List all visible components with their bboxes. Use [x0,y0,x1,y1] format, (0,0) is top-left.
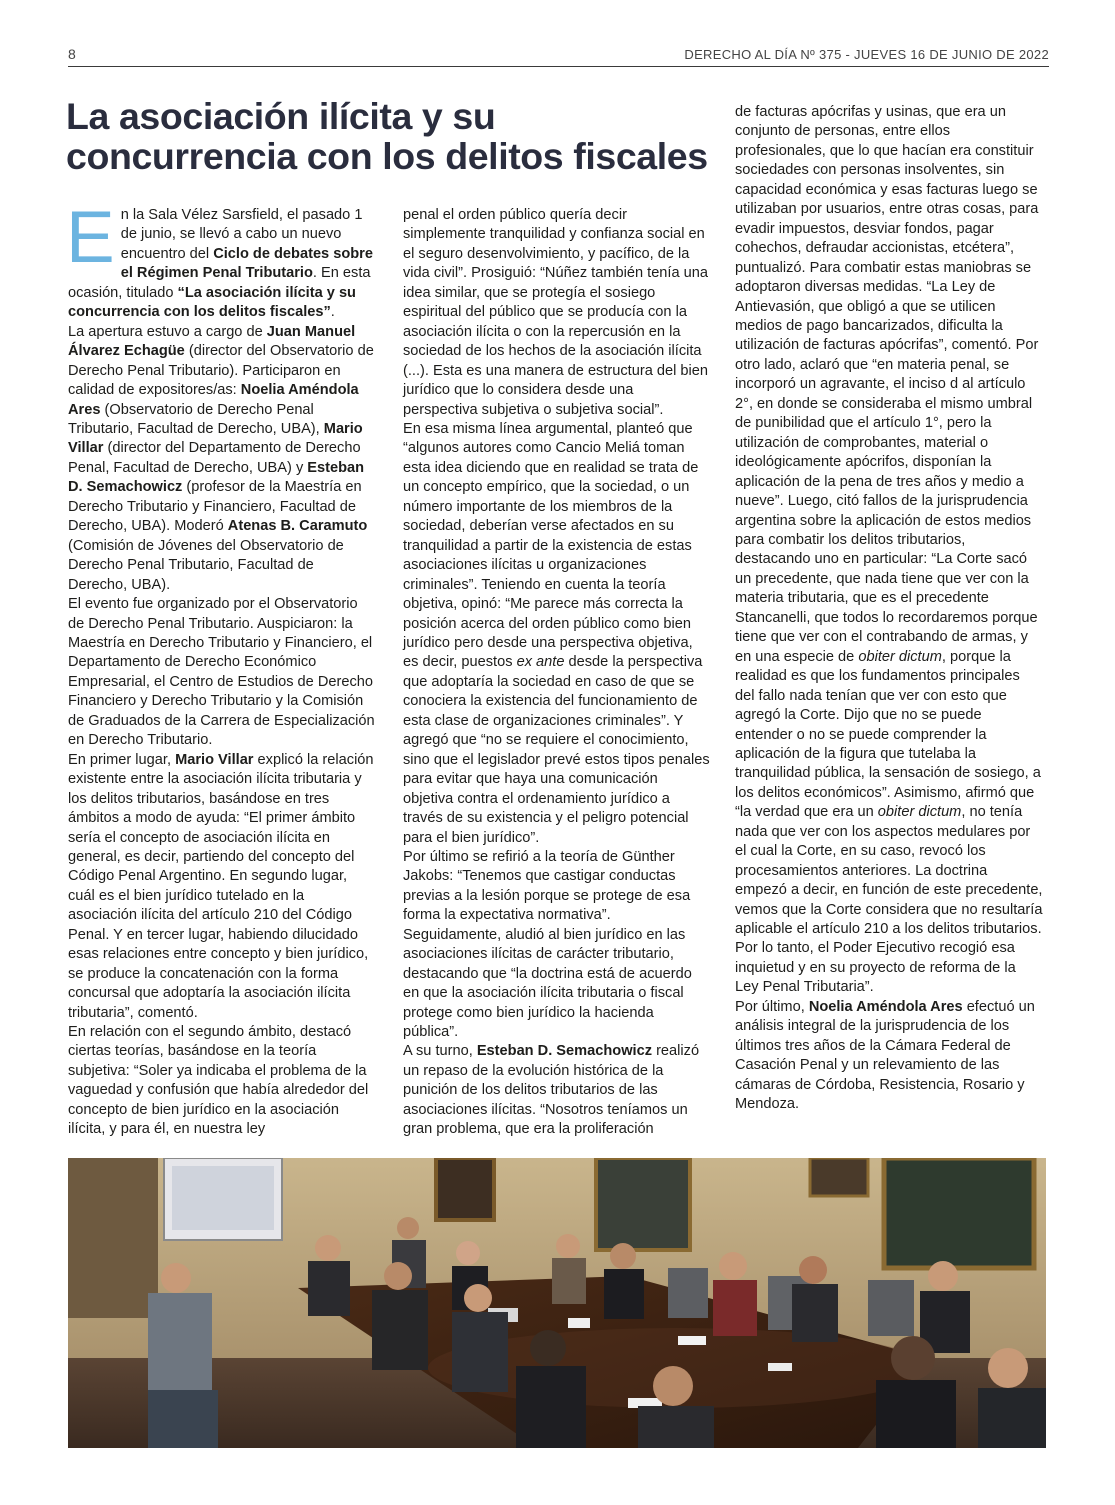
paragraph-participants: La apertura estuvo a cargo de Juan Manuel Álvarez Echagüe (director del Observatorio de Derecho Penal Tributario). Participaron en calidad de expositores/as: Noelia Améndola Ares (Observatorio de Derecho Penal Tributario, Facultad de Derecho, UBA), Mario Villar (director del Departamento de Derecho Penal, Facultad de Derecho, UBA) y Esteban D. Semachowicz (profesor de la Maestría en Derecho Tributario y Financiero, Facultad de Derecho, UBA). Moderó Atenas B. Caramuto (Comisión de Jóvenes del Observatorio de Derecho Penal Tributario, Facultad de Derecho, UBA). [68,323,374,593]
article-title: La asociación ilícita y su concurrencia con los delitos fiscales [66,95,708,177]
article-column-3 [735,103,1043,1115]
event-photo [68,1158,1046,1448]
paragraph-continuation: penal el orden público quería decir simplemente tranquilidad y confianza social en el seguro desenvolvimiento, y pacífico, de la vida civil”. Prosiguió: “Núñez también tenía una idea similar, que se protegía el sosiego espiritual del público que se producía con la asociación ilícita o con la repercusión en la sociedad de los hechos de la asociación ilícita (...). Esta es una manera de estructura del bien jurídico que lo considera desde una perspectiva subjetiva o subjetiva social”. [403,207,709,418]
paragraph-objective-theory: En esa misma línea argumental, planteó que “algunos autores como Cancio Meliá toman esta idea diciendo que en realidad se trata de un concepto empírico, que la sociedad, o un número importante de los miembros de la sociedad, deberían verse afectados en su tranquilidad a partir de la existencia de estas asociaciones ilícitas u organizaciones criminales”. Teniendo en cuenta la teoría objetiva, opinó: “Me parece más correcta la posición acerca del orden público como bien jurídico pero desde una perspectiva objetiva, es decir, puestos ex ante desde la perspectiva que adoptaría la sociedad en caso de que se conociera la existencia del funcionamiento de esta clase de organizaciones criminales”. Y agregó que “no se requiere el conocimiento, sino que el legislador prevé estos tipos penales para evitar que haya una comunicación objetiva contra el ordenamiento jurídico a través de su existencia y el peligro potencial para el bien jurídico”. [403,420,710,846]
event-photo-illustration [68,1158,1046,1448]
article-column-1 [66,197,376,1140]
paragraph-intro: En la Sala Vélez Sarsfield, el pasado 1 de junio, se llevó a cabo un nuevo encuentro del Ciclo de debates sobre el Régimen Penal Tributario. En esta ocasión, titulado “La asociación ilícita y su concurrencia con los delitos fiscales”. [66,197,373,321]
page-number: 8 [68,46,76,62]
paragraph-organizers: El evento fue organizado por el Observatorio de Derecho Penal Tributario. Auspiciaron: la Maestría en Derecho Tributario y Financiero, el Departamento de Derecho Económico Empresarial, el Centro de Estudios de Derecho Financiero y Derecho Tributario y la Comisión de Graduados de la Carrera de Especialización en Derecho Tributario. [68,596,375,749]
page-header [68,44,1049,67]
paragraph-semachowicz: A su turno, Esteban D. Semachowicz realizó un repaso de la evolución histórica de la punición de los delitos tributarios de las asociaciones ilícitas. “Nosotros teníamos un gran problema, que era la proliferación [403,1043,700,1138]
paragraph-apocryphal-invoices: de facturas apócrifas y usinas, que era un conjunto de personas, entre ellos profesionales, que lo que hacían era constituir sociedades con personas insolventes, sin capacidad económica y esas facturas luego se utilizaban por usuarios, entre otras cosas, para evadir impuestos, desviar fondos, pagar cohechos, defraudar accionistas, etcétera”, puntualizó. Para combatir estas maniobras se adoptaron diversas medidas. “La Ley de Antievasión, que obligó a que se utilicen medios de pago bancarizados, dificulta la utilización de facturas apócrifas”, comentó. Por otro lado, aclaró que “en materia penal, se incorporó un agravante, el inciso d al artículo 2°, en donde se consideraba el mismo umbral de punibilidad que el artículo 1°, pero la utilización de comprobantes, material o ideológicamente apócrifos, disponían la aplicación de la pena de tres años y medio a nueve”. Luego, citó fallos de la jurisprudencia argentina sobre la aplicación de estos medios para combatir los delitos tributarios, destacando uno en particular: “La Corte sacó un precedente, que nada tiene que ver con la materia tributaria, que es el precedente Stancanelli, que todos lo recordaremos porque tiene que ver con el contrabando de armas, y en una especie de obiter dictum, porque la realidad es que los fundamentos principales del fallo nada tenían que ver con esto que agregó la Corte. Dijo que no se puede entender o no se puede comprender la aplicación de la figura que tutelaba la tranquilidad pública, la sensación de sosiego, a los delitos económicos”. Asimismo, afirmó que “la verdad que era un obiter dictum, no tenía nada que ver con los aspectos medulares por el cual la Corte, en su caso, revocó los procesamientos anteriores. La doctrina empezó a decir, en función de este precedente, vemos que la Corte considera que no resultaría aplicable el artículo 210 a los delitos tributarios. Por lo tanto, el Poder Ejecutivo recogió esa inquietud y en su proyecto de reforma de la Ley Penal Tributaria”. [735,104,1043,996]
article-column-2 [403,206,711,1140]
paragraph-jakobs: Por último se refirió a la teoría de Günther Jakobs: “Tenemos que castigar conductas previas a la lesión porque se protege de esa forma la expectativa normativa”. Seguidamente, aludió al bien jurídico en las asociaciones ilícitas de carácter tributario, destacando que “la doctrina está de acuerdo en que la asociación ilícita tributaria o fiscal protege como bien jurídico la hacienda pública”. [403,848,692,1041]
issue-line: DERECHO AL DÍA Nº 375 - JUEVES 16 DE JUNIO DE 2022 [684,47,1049,62]
paragraph-villar: En primer lugar, Mario Villar explicó la relación existente entre la asociación ilícita tributaria y los delitos tributarios, basándose en tres ámbitos a modo de ayuda: “El primer ámbito sería el concepto de asociación ilícita en general, es decir, partiendo del concepto del Código Penal Argentino. En segundo lugar, cuál es el bien jurídico tutelado en la asociación ilícita del artículo 210 del Código Penal. Y en tercer lugar, habiendo dilucidado esas relaciones entre concepto y bien jurídico, se produce la concatenación con la forma concursal que adoptaría la asociación ilícita tributaria”, comentó. [68,751,374,1021]
paragraph-theories: En relación con el segundo ámbito, destacó ciertas teorías, basándose en la teoría subjetiva: “Soler ya indicaba el problema de la vaguedad y confusión que había alrededor del concepto de bien jurídico en la asociación ilícita, y para él, en nuestra ley [68,1024,369,1138]
drop-cap: E [66,197,115,278]
paragraph-amendola: Por último, Noelia Améndola Ares efectuó un análisis integral de la jurisprudencia de los últimos tres años de la Cámara Federal de Casación Penal y un relevamiento de las cámaras de Córdoba, Resistencia, Rosario y Mendoza. [735,998,1035,1113]
